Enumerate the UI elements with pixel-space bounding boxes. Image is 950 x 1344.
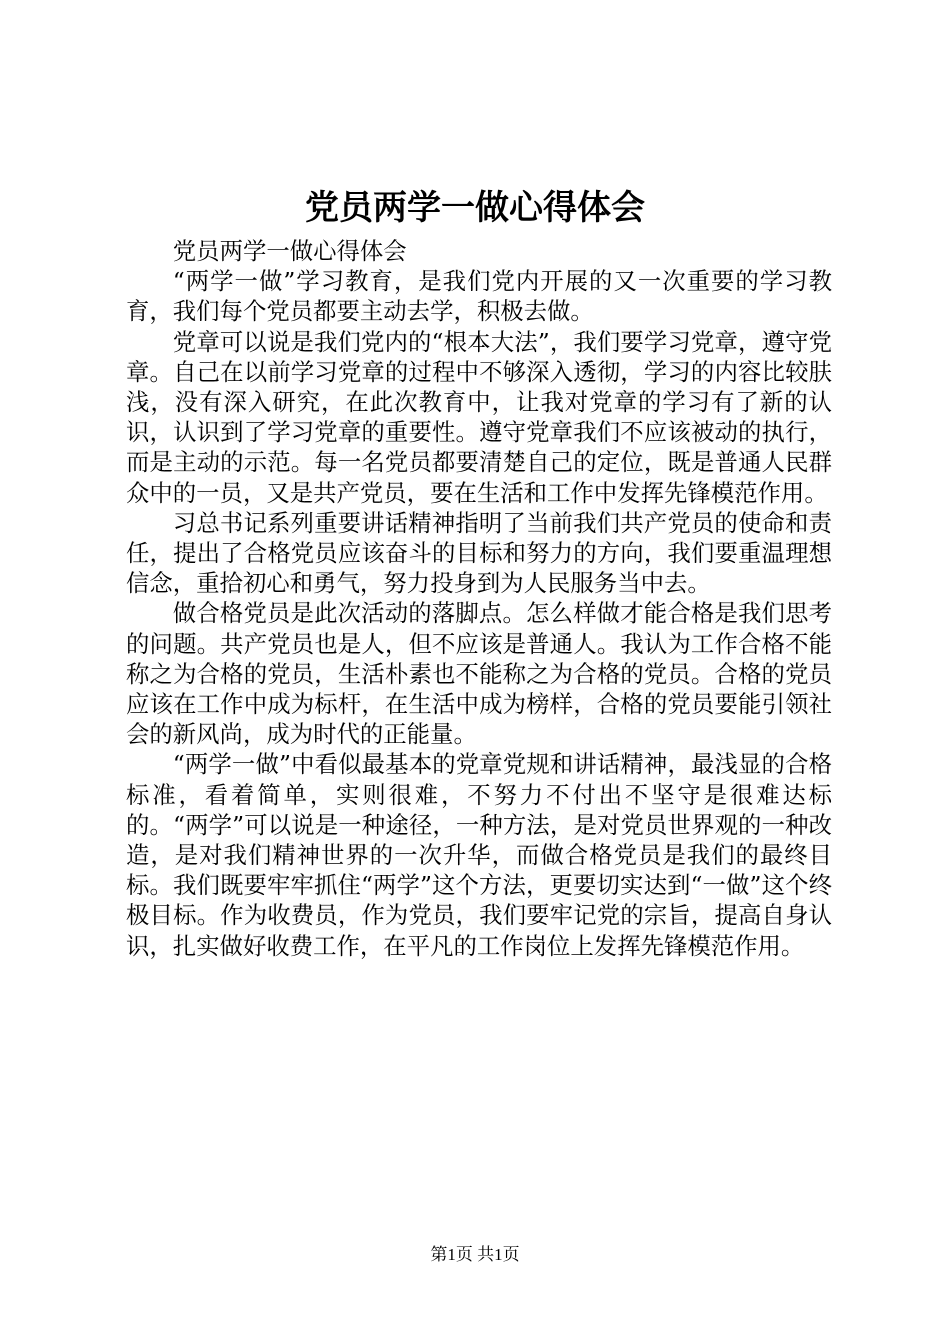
document-body bbox=[126, 236, 832, 961]
page-footer: 第1页 共1页 bbox=[430, 1245, 520, 1264]
paragraph: “两学一做”中看似最基本的党章党规和讲话精神，最浅显的合格标准，看着简单，实则很难，不努力不付出不坚守是很难达标的。“两学”可以说是一种途径，一种方法，是对党员世界观的一种改造，是对我们精神世界的一次升华，而做合格党员是我们的最终目标。我们既要牢牢抓住“两学”这个方法，更要切实达到“一做”这个终极目标。作为收费员，作为党员，我们要牢记党的宗旨，提高自身认识，扎实做好收费工作，在平凡的工作岗位上发挥先锋模范作用。 bbox=[126, 750, 832, 960]
paragraph: “两学一做”学习教育，是我们党内开展的又一次重要的学习教育，我们每个党员都要主动去学，积极去做。 bbox=[126, 267, 832, 326]
document-title: 党员两学一做心得体会 bbox=[305, 188, 645, 228]
paragraph: 党员两学一做心得体会 bbox=[172, 237, 407, 265]
paragraph: 习总书记系列重要讲话精神指明了当前我们共产党员的使命和责任，提出了合格党员应该奋斗的目标和努力的方向，我们要重温理想信念，重拾初心和勇气，努力投身到为人民服务当中去。 bbox=[126, 508, 832, 598]
paragraph: 党章可以说是我们党内的“根本大法”，我们要学习党章，遵守党章。自己在以前学习党章的过程中不够深入透彻，学习的内容比较肤浅，没有深入研究，在此次教育中，让我对党章的学习有了新的认识，认识到了学习党章的重要性。遵守党章我们不应该被动的执行，而是主动的示范。每一名党员都要清楚自己的定位，既是普通人民群众中的一员，又是共产党员，要在生活和工作中发挥先锋模范作用。 bbox=[126, 327, 832, 507]
paragraph: 做合格党员是此次活动的落脚点。怎么样做才能合格是我们思考的问题。共产党员也是人，但不应该是普通人。我认为工作合格不能称之为合格的党员，生活朴素也不能称之为合格的党员。合格的党员应该在工作中成为标杆，在生活中成为榜样，合格的党员要能引领社会的新风尚，成为时代的正能量。 bbox=[126, 599, 832, 749]
